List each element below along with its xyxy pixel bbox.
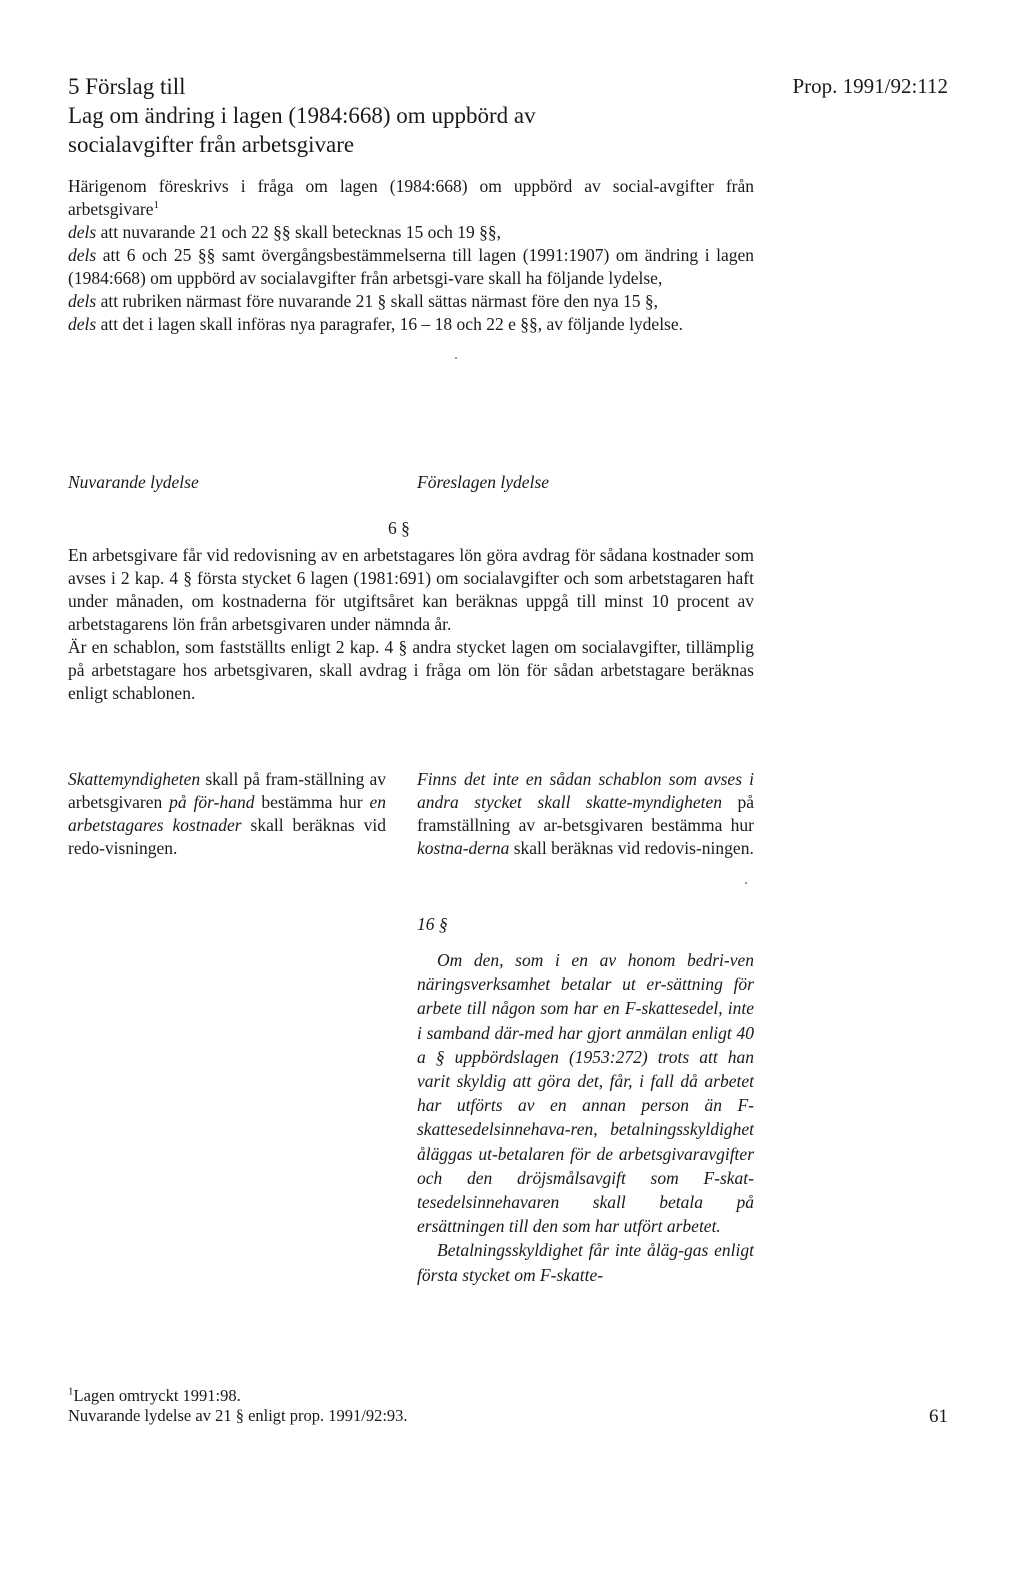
intro-paragraph-2: dels att nuvarande 21 och 22 §§ skall betecknas 15 och 19 §§,	[68, 222, 502, 242]
section-title: 5 Förslag till	[68, 74, 186, 99]
intro-paragraph-5: dels att det i lagen skall införas nya paragrafer, 16 – 18 och 22 e §§, av följande lydelse.	[68, 314, 684, 334]
section-6-paragraph-2: Är en schablon, som fastställts enligt 2 kap. 4 § andra stycket lagen om socialavgifter, tillämplig på arbetstagare hos arbetsgivaren, skall avdrag i fråga om lön för sådan arbetstagare beräknas enligt schablonen.	[68, 637, 754, 703]
section-6-current-text: Skattemyndigheten skall på fram-ställning av arbetsgivaren på för-hand bestämma hur en arbetstagares kostnader skall beräknas vid redo-visningen.	[68, 769, 387, 858]
scan-speck	[455, 357, 457, 359]
law-title-line-1: Lag om ändring i lagen (1984:668) om uppbörd av	[68, 103, 536, 128]
law-title-line-2: socialavgifter från arbetsgivare	[68, 132, 355, 157]
footnote-ref: 1	[153, 199, 160, 212]
footnote-2: Nuvarande lydelse av 21 § enligt prop. 1991/92:93.	[68, 1406, 408, 1425]
section-6-paragraph-1: En arbetsgivare får vid redovisning av en arbetstagares lön göra avdrag för sådana kostnader som avses i 2 kap. 4 § första stycket 6 lagen (1981:691) om socialavgifter och som arbetstagaren haft under månaden, om kostnaderna för utgiftsåret kan beräknas uppgå till minst 10 procent av arbetstagarens lön från arbetsgivaren under nämnda år.	[68, 545, 754, 634]
intro-paragraph-3: dels att 6 och 25 §§ samt övergångsbestämmelserna till lagen (1991:1907) om ändring i lagen (1984:668) om uppbörd av socialavgifter från arbetsgi-vare skall ha följande lydelse,	[68, 245, 754, 288]
column-heading-current: Nuvarande lydelse	[68, 472, 199, 492]
section-16-proposed-text	[417, 948, 754, 1287]
page-number: 61	[929, 1406, 948, 1427]
section-16-paragraph-1: Om den, som i en av honom bedri-ven näringsverksamhet betalar ut er-sättning för arbete till någon som har en F-skattesedel, inte i samband där-med har gjort anmälan enligt 40 a § uppbördslagen (1953:272) trots att han varit skyldig att göra det, får, i fall då arbetet har utförts av en annan person än F-skattesedelsinnehava-ren, betalningsskyldighet åläggas ut-betalaren för de arbetsgivaravgifter och den dröjsmålsavgift som F-skat-tesedelsinnehavaren skall betala på ersättningen till den som har utfört arbetet.	[417, 950, 754, 1237]
section-6-common-text	[68, 544, 754, 705]
footnote-1: $^1$Lagen omtryckt 1991:98.	[68, 1385, 241, 1405]
page-heading	[68, 72, 788, 159]
section-6-proposed-text: Finns det inte en sådan schablon som avses i andra stycket skall skatte-myndigheten på framställning av ar-betsgivaren bestämma hur kostna-derna skall beräknas vid redovis-ningen.	[417, 769, 754, 858]
prop-reference: Prop. 1991/92:112	[792, 74, 948, 98]
intro-paragraph-4: dels att rubriken närmast före nuvarande 21 § skall sättas närmast före den nya 15 §,	[68, 291, 658, 311]
column-heading-proposed: Föreslagen lydelse	[417, 472, 550, 492]
intro-text	[68, 175, 754, 336]
section-16-label: 16 §	[417, 914, 448, 934]
section-6-label: 6 §	[388, 518, 410, 538]
section-16-paragraph-2: Betalningsskyldighet får inte åläg-gas enligt första stycket om F-skatte-	[417, 1240, 754, 1285]
intro-paragraph-1: Härigenom föreskrivs i fråga om lagen (1984:668) om uppbörd av social-avgifter från arbetsgivare$^1$	[68, 176, 754, 219]
scan-speck	[745, 882, 747, 884]
